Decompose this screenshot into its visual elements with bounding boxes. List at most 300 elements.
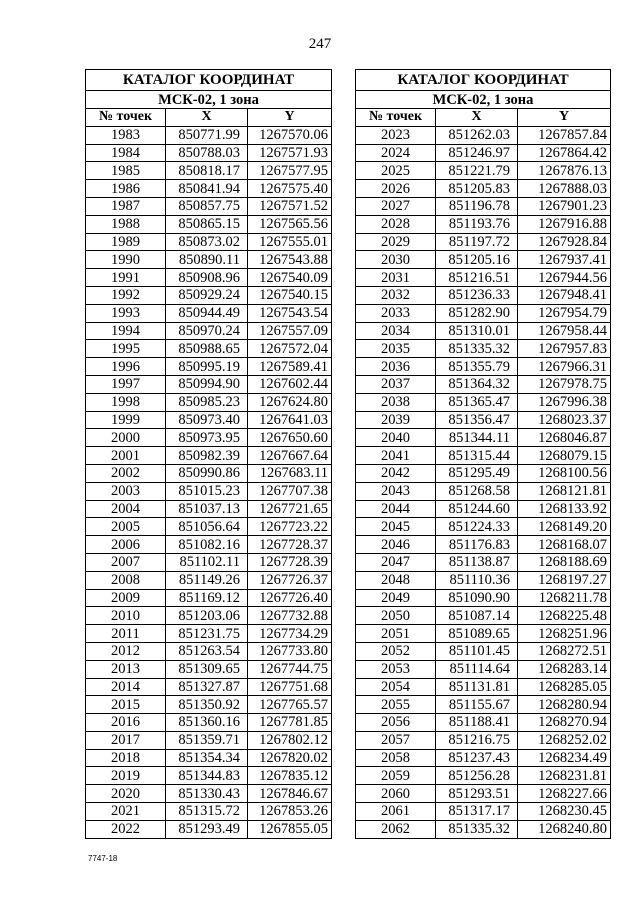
point-number-cell: 2051 bbox=[356, 625, 436, 643]
y-coordinate-cell: 1267728.37 bbox=[248, 536, 332, 554]
y-coordinate-cell: 1267751.68 bbox=[248, 678, 332, 696]
y-coordinate-cell: 1268280.94 bbox=[518, 696, 611, 714]
x-coordinate-cell: 851090.90 bbox=[436, 589, 518, 607]
x-coordinate-cell: 851205.83 bbox=[436, 180, 518, 198]
point-number-cell: 1999 bbox=[86, 411, 166, 429]
table-row bbox=[356, 820, 611, 838]
table-row bbox=[86, 536, 332, 554]
y-coordinate-cell: 1268285.05 bbox=[518, 678, 611, 696]
y-coordinate-cell: 1267846.67 bbox=[248, 785, 332, 803]
x-coordinate-cell: 851350.92 bbox=[166, 696, 248, 714]
table-row bbox=[356, 500, 611, 518]
point-number-cell: 2015 bbox=[86, 696, 166, 714]
y-coordinate-cell: 1267864.42 bbox=[518, 144, 611, 162]
y-coordinate-cell: 1267577.95 bbox=[248, 162, 332, 180]
x-coordinate-cell: 851309.65 bbox=[166, 660, 248, 678]
point-number-cell: 2048 bbox=[356, 571, 436, 589]
table-row bbox=[86, 731, 332, 749]
table-row bbox=[86, 358, 332, 376]
x-coordinate-cell: 851188.41 bbox=[436, 714, 518, 732]
x-coordinate-cell: 851295.49 bbox=[436, 464, 518, 482]
point-number-cell: 2049 bbox=[356, 589, 436, 607]
x-coordinate-cell: 851101.45 bbox=[436, 642, 518, 660]
x-coordinate-cell: 850988.65 bbox=[166, 340, 248, 358]
x-coordinate-cell: 851315.44 bbox=[436, 447, 518, 465]
x-coordinate-cell: 851327.87 bbox=[166, 678, 248, 696]
y-coordinate-cell: 1268188.69 bbox=[518, 553, 611, 571]
table-row bbox=[86, 642, 332, 660]
y-coordinate-cell: 1267958.44 bbox=[518, 322, 611, 340]
point-number-cell: 2001 bbox=[86, 447, 166, 465]
table-row bbox=[86, 660, 332, 678]
point-number-cell: 2006 bbox=[86, 536, 166, 554]
x-coordinate-cell: 851205.16 bbox=[436, 251, 518, 269]
point-number-cell: 2035 bbox=[356, 340, 436, 358]
x-coordinate-cell: 851237.43 bbox=[436, 749, 518, 767]
table-row bbox=[86, 162, 332, 180]
y-coordinate-cell: 1267978.75 bbox=[518, 375, 611, 393]
table-row bbox=[86, 233, 332, 251]
y-coordinate-cell: 1267954.79 bbox=[518, 304, 611, 322]
point-number-cell: 2044 bbox=[356, 500, 436, 518]
x-coordinate-cell: 851335.32 bbox=[436, 820, 518, 838]
point-number-cell: 2026 bbox=[356, 180, 436, 198]
table-row bbox=[356, 731, 611, 749]
table-row bbox=[86, 464, 332, 482]
table-row bbox=[86, 820, 332, 838]
y-coordinate-cell: 1267948.41 bbox=[518, 286, 611, 304]
x-coordinate-cell: 851354.34 bbox=[166, 749, 248, 767]
y-coordinate-cell: 1268100.56 bbox=[518, 464, 611, 482]
point-number-cell: 1995 bbox=[86, 340, 166, 358]
y-coordinate-cell: 1268133.92 bbox=[518, 500, 611, 518]
x-coordinate-cell: 851293.49 bbox=[166, 820, 248, 838]
point-number-cell: 2013 bbox=[86, 660, 166, 678]
y-coordinate-cell: 1267937.41 bbox=[518, 251, 611, 269]
table-row bbox=[356, 393, 611, 411]
x-coordinate-cell: 851114.64 bbox=[436, 660, 518, 678]
x-coordinate-cell: 851196.78 bbox=[436, 197, 518, 215]
point-number-cell: 2036 bbox=[356, 358, 436, 376]
table-row bbox=[356, 660, 611, 678]
x-coordinate-cell: 850970.24 bbox=[166, 322, 248, 340]
point-number-cell: 2007 bbox=[86, 553, 166, 571]
y-coordinate-cell: 1267723.22 bbox=[248, 518, 332, 536]
y-coordinate-cell: 1267802.12 bbox=[248, 731, 332, 749]
point-number-cell: 2011 bbox=[86, 625, 166, 643]
point-number-cell: 2008 bbox=[86, 571, 166, 589]
point-number-cell: 2020 bbox=[86, 785, 166, 803]
y-coordinate-cell: 1268240.80 bbox=[518, 820, 611, 838]
x-coordinate-cell: 850873.02 bbox=[166, 233, 248, 251]
x-coordinate-cell: 850944.49 bbox=[166, 304, 248, 322]
catalog-title: КАТАЛОГ КООРДИНАТ bbox=[86, 70, 332, 91]
y-coordinate-cell: 1267744.75 bbox=[248, 660, 332, 678]
x-coordinate-cell: 850841.94 bbox=[166, 180, 248, 198]
point-number-cell: 2056 bbox=[356, 714, 436, 732]
table-row bbox=[356, 197, 611, 215]
coordinate-catalog-table-left bbox=[85, 69, 332, 839]
point-number-cell: 2039 bbox=[356, 411, 436, 429]
table-row bbox=[86, 340, 332, 358]
point-number-cell: 2061 bbox=[356, 803, 436, 821]
table-row bbox=[356, 714, 611, 732]
table-row bbox=[356, 286, 611, 304]
x-coordinate-cell: 851193.76 bbox=[436, 215, 518, 233]
x-coordinate-cell: 850890.11 bbox=[166, 251, 248, 269]
table-row bbox=[356, 589, 611, 607]
y-coordinate-cell: 1267901.23 bbox=[518, 197, 611, 215]
y-coordinate-cell: 1268023.37 bbox=[518, 411, 611, 429]
x-coordinate-cell: 851102.11 bbox=[166, 553, 248, 571]
point-number-cell: 2058 bbox=[356, 749, 436, 767]
table-row bbox=[86, 571, 332, 589]
x-coordinate-cell: 850818.17 bbox=[166, 162, 248, 180]
coordinate-catalog-table-right bbox=[355, 69, 611, 839]
point-number-cell: 1997 bbox=[86, 375, 166, 393]
table-row bbox=[86, 607, 332, 625]
y-coordinate-cell: 1267857.84 bbox=[518, 126, 611, 144]
page-number: 247 bbox=[308, 36, 332, 52]
table-row bbox=[86, 429, 332, 447]
point-number-cell: 1991 bbox=[86, 269, 166, 287]
y-coordinate-cell: 1268197.27 bbox=[518, 571, 611, 589]
point-number-cell: 2021 bbox=[86, 803, 166, 821]
table-row bbox=[86, 589, 332, 607]
x-coordinate-cell: 851216.51 bbox=[436, 269, 518, 287]
y-coordinate-cell: 1267916.88 bbox=[518, 215, 611, 233]
point-number-cell: 2042 bbox=[356, 464, 436, 482]
point-number-cell: 2038 bbox=[356, 393, 436, 411]
x-coordinate-cell: 851169.12 bbox=[166, 589, 248, 607]
table-row bbox=[356, 180, 611, 198]
y-coordinate-cell: 1267589.41 bbox=[248, 358, 332, 376]
y-coordinate-cell: 1267707.38 bbox=[248, 482, 332, 500]
coordinate-system-label: МСК-02, 1 зона bbox=[356, 91, 611, 109]
point-number-cell: 2005 bbox=[86, 518, 166, 536]
x-coordinate-cell: 851365.47 bbox=[436, 393, 518, 411]
x-coordinate-cell: 851355.79 bbox=[436, 358, 518, 376]
x-coordinate-cell: 851310.01 bbox=[436, 322, 518, 340]
table-row bbox=[356, 785, 611, 803]
y-coordinate-cell: 1267928.84 bbox=[518, 233, 611, 251]
y-coordinate-cell: 1267575.40 bbox=[248, 180, 332, 198]
point-number-cell: 2004 bbox=[86, 500, 166, 518]
x-coordinate-cell: 851131.81 bbox=[436, 678, 518, 696]
table-row bbox=[86, 803, 332, 821]
point-number-cell: 2030 bbox=[356, 251, 436, 269]
table-row bbox=[86, 785, 332, 803]
point-number-cell: 2050 bbox=[356, 607, 436, 625]
y-coordinate-cell: 1267781.85 bbox=[248, 714, 332, 732]
y-coordinate-cell: 1267966.31 bbox=[518, 358, 611, 376]
x-coordinate-cell: 851236.33 bbox=[436, 286, 518, 304]
y-coordinate-cell: 1267570.06 bbox=[248, 126, 332, 144]
x-coordinate-cell: 850973.40 bbox=[166, 411, 248, 429]
point-number-cell: 2032 bbox=[356, 286, 436, 304]
x-coordinate-cell: 851263.54 bbox=[166, 642, 248, 660]
table-row bbox=[86, 411, 332, 429]
point-number-cell: 2010 bbox=[86, 607, 166, 625]
x-coordinate-cell: 850995.19 bbox=[166, 358, 248, 376]
x-coordinate-cell: 851293.51 bbox=[436, 785, 518, 803]
point-number-cell: 2045 bbox=[356, 518, 436, 536]
table-row bbox=[356, 749, 611, 767]
table-row bbox=[356, 340, 611, 358]
x-coordinate-cell: 851087.14 bbox=[436, 607, 518, 625]
x-coordinate-cell: 851282.90 bbox=[436, 304, 518, 322]
table-row bbox=[356, 162, 611, 180]
point-number-cell: 1984 bbox=[86, 144, 166, 162]
table-row bbox=[356, 464, 611, 482]
y-coordinate-cell: 1267853.26 bbox=[248, 803, 332, 821]
y-coordinate-cell: 1267667.64 bbox=[248, 447, 332, 465]
point-number-cell: 2060 bbox=[356, 785, 436, 803]
y-coordinate-cell: 1267732.88 bbox=[248, 607, 332, 625]
table-row bbox=[86, 304, 332, 322]
table-row bbox=[86, 197, 332, 215]
table-row bbox=[86, 500, 332, 518]
x-coordinate-cell: 851360.16 bbox=[166, 714, 248, 732]
y-coordinate-cell: 1268251.96 bbox=[518, 625, 611, 643]
y-coordinate-cell: 1268230.45 bbox=[518, 803, 611, 821]
y-coordinate-cell: 1268272.51 bbox=[518, 642, 611, 660]
point-number-cell: 2028 bbox=[356, 215, 436, 233]
x-coordinate-cell: 851335.32 bbox=[436, 340, 518, 358]
point-number-cell: 2037 bbox=[356, 375, 436, 393]
point-number-cell: 2052 bbox=[356, 642, 436, 660]
table-row bbox=[356, 269, 611, 287]
table-row bbox=[86, 553, 332, 571]
table-row bbox=[356, 803, 611, 821]
table-row bbox=[356, 322, 611, 340]
point-number-cell: 2041 bbox=[356, 447, 436, 465]
column-header-y: Y bbox=[248, 109, 332, 127]
x-coordinate-cell: 850982.39 bbox=[166, 447, 248, 465]
x-coordinate-cell: 850857.75 bbox=[166, 197, 248, 215]
table-row bbox=[356, 126, 611, 144]
table-row bbox=[86, 393, 332, 411]
table-row bbox=[356, 358, 611, 376]
table-row bbox=[86, 625, 332, 643]
point-number-cell: 2025 bbox=[356, 162, 436, 180]
point-number-cell: 2031 bbox=[356, 269, 436, 287]
table-row bbox=[86, 269, 332, 287]
document-footer-code: 7747-18 bbox=[88, 854, 118, 863]
y-coordinate-cell: 1268231.81 bbox=[518, 767, 611, 785]
x-coordinate-cell: 851231.75 bbox=[166, 625, 248, 643]
x-coordinate-cell: 851317.17 bbox=[436, 803, 518, 821]
x-coordinate-cell: 851244.60 bbox=[436, 500, 518, 518]
point-number-cell: 2023 bbox=[356, 126, 436, 144]
table-row bbox=[356, 411, 611, 429]
y-coordinate-cell: 1267835.12 bbox=[248, 767, 332, 785]
point-number-cell: 1993 bbox=[86, 304, 166, 322]
point-number-cell: 1994 bbox=[86, 322, 166, 340]
y-coordinate-cell: 1267726.40 bbox=[248, 589, 332, 607]
point-number-cell: 2019 bbox=[86, 767, 166, 785]
table-row bbox=[356, 767, 611, 785]
point-number-cell: 1988 bbox=[86, 215, 166, 233]
point-number-cell: 2009 bbox=[86, 589, 166, 607]
table-row bbox=[356, 429, 611, 447]
x-coordinate-cell: 850929.24 bbox=[166, 286, 248, 304]
point-number-cell: 2027 bbox=[356, 197, 436, 215]
x-coordinate-cell: 851089.65 bbox=[436, 625, 518, 643]
y-coordinate-cell: 1267602.44 bbox=[248, 375, 332, 393]
x-coordinate-cell: 851256.28 bbox=[436, 767, 518, 785]
table-row bbox=[356, 536, 611, 554]
y-coordinate-cell: 1268149.20 bbox=[518, 518, 611, 536]
point-number-cell: 2059 bbox=[356, 767, 436, 785]
table-row bbox=[86, 447, 332, 465]
table-row bbox=[356, 571, 611, 589]
x-coordinate-cell: 851268.58 bbox=[436, 482, 518, 500]
x-coordinate-cell: 851149.26 bbox=[166, 571, 248, 589]
table-row bbox=[356, 144, 611, 162]
table-row bbox=[356, 251, 611, 269]
y-coordinate-cell: 1267726.37 bbox=[248, 571, 332, 589]
table-row bbox=[86, 286, 332, 304]
table-row bbox=[86, 749, 332, 767]
x-coordinate-cell: 851155.67 bbox=[436, 696, 518, 714]
y-coordinate-cell: 1268270.94 bbox=[518, 714, 611, 732]
x-coordinate-cell: 851344.83 bbox=[166, 767, 248, 785]
x-coordinate-cell: 850990.86 bbox=[166, 464, 248, 482]
point-number-cell: 2034 bbox=[356, 322, 436, 340]
point-number-cell: 2014 bbox=[86, 678, 166, 696]
table-row bbox=[356, 553, 611, 571]
table-row bbox=[356, 642, 611, 660]
x-coordinate-cell: 851221.79 bbox=[436, 162, 518, 180]
point-number-cell: 2043 bbox=[356, 482, 436, 500]
y-coordinate-cell: 1267572.04 bbox=[248, 340, 332, 358]
x-coordinate-cell: 851082.16 bbox=[166, 536, 248, 554]
x-coordinate-cell: 851056.64 bbox=[166, 518, 248, 536]
table-row bbox=[86, 714, 332, 732]
x-coordinate-cell: 851110.36 bbox=[436, 571, 518, 589]
table-row bbox=[86, 322, 332, 340]
table-row bbox=[356, 233, 611, 251]
point-number-cell: 1992 bbox=[86, 286, 166, 304]
point-number-cell: 2003 bbox=[86, 482, 166, 500]
point-number-cell: 2029 bbox=[356, 233, 436, 251]
x-coordinate-cell: 851364.32 bbox=[436, 375, 518, 393]
table-row bbox=[356, 215, 611, 233]
y-coordinate-cell: 1267765.57 bbox=[248, 696, 332, 714]
point-number-cell: 2033 bbox=[356, 304, 436, 322]
y-coordinate-cell: 1267540.15 bbox=[248, 286, 332, 304]
y-coordinate-cell: 1267888.03 bbox=[518, 180, 611, 198]
x-coordinate-cell: 851315.72 bbox=[166, 803, 248, 821]
point-number-cell: 1986 bbox=[86, 180, 166, 198]
table-row bbox=[86, 482, 332, 500]
point-number-cell: 2017 bbox=[86, 731, 166, 749]
y-coordinate-cell: 1267733.80 bbox=[248, 642, 332, 660]
column-header-x: X bbox=[436, 109, 518, 127]
catalog-title: КАТАЛОГ КООРДИНАТ bbox=[356, 70, 611, 91]
y-coordinate-cell: 1267543.88 bbox=[248, 251, 332, 269]
point-number-cell: 1983 bbox=[86, 126, 166, 144]
coordinate-system-label: МСК-02, 1 зона bbox=[86, 91, 332, 109]
x-coordinate-cell: 851330.43 bbox=[166, 785, 248, 803]
point-number-cell: 2018 bbox=[86, 749, 166, 767]
x-coordinate-cell: 851356.47 bbox=[436, 411, 518, 429]
x-coordinate-cell: 851246.97 bbox=[436, 144, 518, 162]
x-coordinate-cell: 850771.99 bbox=[166, 126, 248, 144]
point-number-cell: 2054 bbox=[356, 678, 436, 696]
table-row bbox=[356, 304, 611, 322]
table-row bbox=[356, 447, 611, 465]
y-coordinate-cell: 1268252.02 bbox=[518, 731, 611, 749]
y-coordinate-cell: 1267543.54 bbox=[248, 304, 332, 322]
table-row bbox=[356, 696, 611, 714]
y-coordinate-cell: 1268211.78 bbox=[518, 589, 611, 607]
y-coordinate-cell: 1267820.02 bbox=[248, 749, 332, 767]
table-row bbox=[86, 215, 332, 233]
y-coordinate-cell: 1268168.07 bbox=[518, 536, 611, 554]
y-coordinate-cell: 1267728.39 bbox=[248, 553, 332, 571]
x-coordinate-cell: 850985.23 bbox=[166, 393, 248, 411]
table-row bbox=[356, 375, 611, 393]
y-coordinate-cell: 1267641.03 bbox=[248, 411, 332, 429]
table-row bbox=[86, 126, 332, 144]
y-coordinate-cell: 1267555.01 bbox=[248, 233, 332, 251]
table-row bbox=[86, 767, 332, 785]
y-coordinate-cell: 1267996.38 bbox=[518, 393, 611, 411]
point-number-cell: 1989 bbox=[86, 233, 166, 251]
table-row bbox=[86, 518, 332, 536]
table-row bbox=[356, 625, 611, 643]
point-number-cell: 2012 bbox=[86, 642, 166, 660]
point-number-cell: 2046 bbox=[356, 536, 436, 554]
x-coordinate-cell: 850908.96 bbox=[166, 269, 248, 287]
x-coordinate-cell: 851344.11 bbox=[436, 429, 518, 447]
x-coordinate-cell: 850994.90 bbox=[166, 375, 248, 393]
x-coordinate-cell: 851224.33 bbox=[436, 518, 518, 536]
y-coordinate-cell: 1268234.49 bbox=[518, 749, 611, 767]
y-coordinate-cell: 1268079.15 bbox=[518, 447, 611, 465]
point-number-cell: 2057 bbox=[356, 731, 436, 749]
x-coordinate-cell: 851216.75 bbox=[436, 731, 518, 749]
y-coordinate-cell: 1268046.87 bbox=[518, 429, 611, 447]
y-coordinate-cell: 1267624.80 bbox=[248, 393, 332, 411]
column-header-point-number: № точек bbox=[356, 109, 436, 127]
point-number-cell: 2040 bbox=[356, 429, 436, 447]
table-row bbox=[356, 678, 611, 696]
x-coordinate-cell: 851176.83 bbox=[436, 536, 518, 554]
point-number-cell: 2000 bbox=[86, 429, 166, 447]
y-coordinate-cell: 1267571.93 bbox=[248, 144, 332, 162]
table-row bbox=[356, 607, 611, 625]
x-coordinate-cell: 850865.15 bbox=[166, 215, 248, 233]
point-number-cell: 2024 bbox=[356, 144, 436, 162]
table-row bbox=[86, 678, 332, 696]
y-coordinate-cell: 1267855.05 bbox=[248, 820, 332, 838]
table-row bbox=[86, 375, 332, 393]
column-header-x: X bbox=[166, 109, 248, 127]
y-coordinate-cell: 1267721.65 bbox=[248, 500, 332, 518]
x-coordinate-cell: 851262.03 bbox=[436, 126, 518, 144]
y-coordinate-cell: 1268227.66 bbox=[518, 785, 611, 803]
point-number-cell: 2016 bbox=[86, 714, 166, 732]
x-coordinate-cell: 851037.13 bbox=[166, 500, 248, 518]
y-coordinate-cell: 1267565.56 bbox=[248, 215, 332, 233]
table-row bbox=[86, 144, 332, 162]
y-coordinate-cell: 1267650.60 bbox=[248, 429, 332, 447]
point-number-cell: 1985 bbox=[86, 162, 166, 180]
table-row bbox=[86, 180, 332, 198]
